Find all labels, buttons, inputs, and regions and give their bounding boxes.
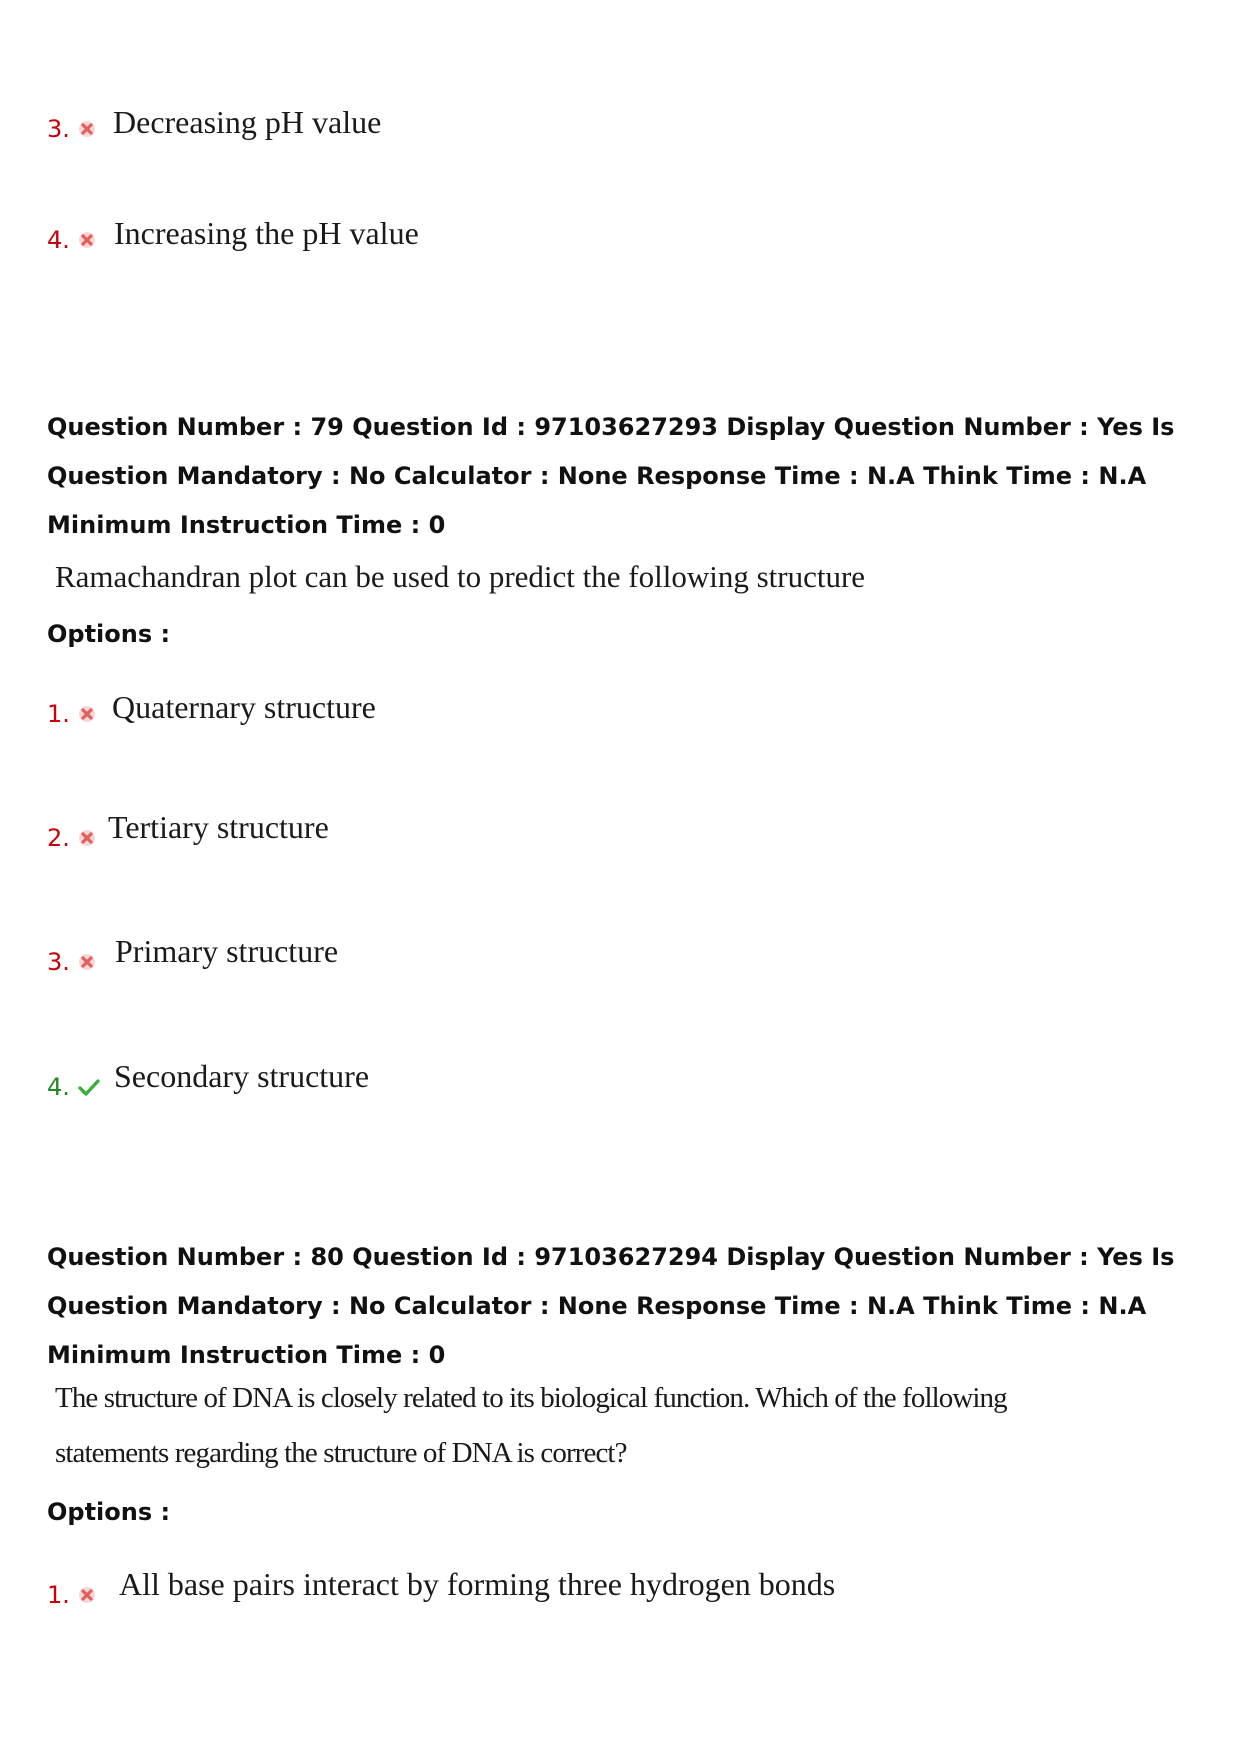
option-3-decreasing-ph [47, 97, 1147, 147]
question-79-text: Ramachandran plot can be used to predict the following structure [55, 559, 866, 594]
option-number: 4. [47, 226, 70, 254]
option-text: All base pairs interact by forming three hydrogen bonds [119, 1566, 836, 1602]
cross-icon [77, 952, 97, 972]
cross-icon [77, 828, 97, 848]
option-text: Increasing the pH value [114, 215, 419, 251]
cross-icon [77, 1585, 97, 1605]
option-number: 3. [47, 948, 70, 976]
question-79-options-label: Options : [47, 620, 171, 648]
question-80-options-label: Options : [47, 1498, 171, 1526]
option-number: 3. [47, 115, 70, 143]
cross-icon [77, 704, 97, 724]
option-text: Tertiary structure [108, 809, 329, 845]
cross-icon [77, 230, 97, 250]
q79-option-4 [47, 1055, 1147, 1105]
question-79-header: Question Number : 79 Question Id : 97103627293 Display Question Number : Yes Is Question Mandatory : No Calculator : None Response Time : N.A Think Time : N.A Minimum Instruction Time : 0 [47, 413, 1175, 539]
cross-icon [77, 119, 97, 139]
q79-option-3 [47, 930, 1147, 980]
option-number: 2. [47, 824, 70, 852]
option-text: Secondary structure [114, 1058, 370, 1094]
option-4-increasing-ph [47, 208, 1147, 258]
q80-option-1 [47, 1563, 1147, 1613]
option-number: 1. [47, 700, 70, 728]
question-80-header: Question Number : 80 Question Id : 97103627294 Display Question Number : Yes Is Question Mandatory : No Calculator : None Response Time : N.A Think Time : N.A Minimum Instruction Time : 0 [47, 1243, 1175, 1369]
option-text: Decreasing pH value [113, 104, 382, 140]
option-text: Quaternary structure [112, 689, 376, 725]
option-number: 1. [47, 1581, 70, 1609]
check-icon [77, 1077, 101, 1097]
q79-option-2 [47, 806, 1147, 856]
question-80-text-line1: The structure of DNA is closely related to its biological function. Which of the following [55, 1382, 1007, 1414]
option-number: 4. [47, 1073, 70, 1101]
question-80-text-line2: statements regarding the structure of DNA is correct? [55, 1437, 627, 1469]
option-text: Primary structure [115, 933, 339, 969]
q79-option-1 [47, 682, 1147, 732]
